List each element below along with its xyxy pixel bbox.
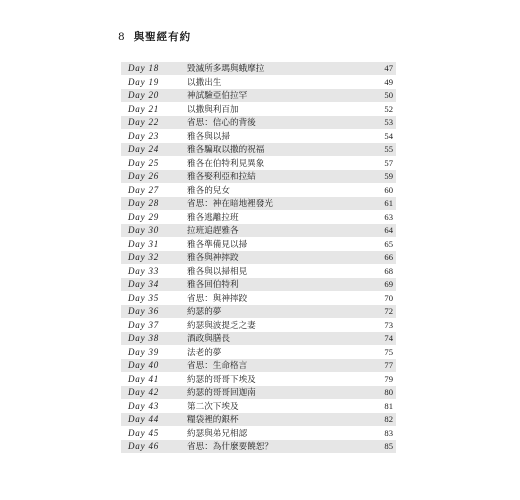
toc-entry-title: 省思：神在暗地裡發光: [187, 199, 273, 210]
toc-entry: [121, 224, 396, 238]
toc-entry: [121, 413, 396, 427]
toc-entry-day: Day 19: [128, 76, 160, 87]
toc-entry-page: 70: [384, 292, 393, 303]
toc-entry-page: 75: [384, 346, 393, 357]
toc-entry: [121, 197, 396, 211]
toc-entry: [121, 89, 396, 103]
toc-entry-page: 53: [384, 117, 393, 128]
toc-entry: [121, 170, 396, 184]
toc-entry-day: Day 44: [128, 414, 160, 425]
toc-entry-page: 52: [384, 103, 393, 114]
toc-entry-day: Day 28: [128, 198, 160, 209]
toc-entry-page: 64: [384, 225, 393, 236]
toc-entry-day: Day 18: [128, 63, 160, 74]
toc-entry-page: 63: [384, 211, 393, 222]
toc-entry: [121, 238, 396, 252]
toc-entry-title: 約瑟的哥哥下埃及: [187, 374, 256, 385]
toc-entry-day: Day 31: [128, 238, 160, 249]
toc-entry-page: 69: [384, 279, 393, 290]
toc-entry-day: Day 42: [128, 387, 160, 398]
table-of-contents: [121, 62, 396, 454]
toc-entry-title: 雅各與神摔跤: [187, 253, 239, 264]
toc-entry-day: Day 22: [128, 117, 160, 128]
toc-entry-page: 83: [384, 427, 393, 438]
toc-entry-title: 雅各騙取以撒的祝福: [187, 145, 265, 156]
toc-entry-day: Day 41: [128, 373, 160, 384]
toc-entry-title: 法老的夢: [187, 347, 222, 358]
toc-entry-page: 47: [384, 63, 393, 74]
toc-entry-title: 省思：生命格言: [187, 361, 248, 372]
toc-entry: [121, 211, 396, 225]
toc-entry: [121, 265, 396, 279]
toc-entry: [121, 305, 396, 319]
toc-entry-day: Day 37: [128, 319, 160, 330]
toc-entry-day: Day 46: [128, 441, 160, 452]
toc-entry-day: Day 20: [128, 90, 160, 101]
toc-entry-page: 55: [384, 144, 393, 155]
toc-entry-title: 雅各逃離拉班: [187, 212, 239, 223]
book-title: 與聖經有約: [133, 31, 192, 43]
toc-entry: [121, 130, 396, 144]
toc-entry: [121, 427, 396, 441]
toc-entry: [121, 319, 396, 333]
toc-entry-day: Day 45: [128, 427, 160, 438]
toc-entry-title: 省思：為什麼要饒恕？: [187, 442, 273, 453]
toc-entry-day: Day 27: [128, 184, 160, 195]
toc-entry-title: 神試驗亞伯拉罕: [187, 91, 248, 102]
toc-entry-title: 雅各與以掃相見: [187, 266, 248, 277]
toc-entry-title: 酒政與膳長: [187, 334, 230, 345]
toc-entry-day: Day 36: [128, 306, 160, 317]
toc-entry-day: Day 26: [128, 171, 160, 182]
toc-entry: [121, 251, 396, 265]
toc-entry-title: 雅各準備見以掃: [187, 239, 248, 250]
toc-entry-page: 79: [384, 373, 393, 384]
toc-entry: [121, 373, 396, 387]
toc-entry-day: Day 23: [128, 130, 160, 141]
toc-entry: [121, 143, 396, 157]
toc-entry-page: 59: [384, 171, 393, 182]
toc-entry: [121, 440, 396, 454]
toc-entry-page: 65: [384, 238, 393, 249]
toc-entry-page: 68: [384, 265, 393, 276]
toc-entry-title: 省思：與神摔跤: [187, 293, 248, 304]
toc-entry-page: 61: [384, 198, 393, 209]
toc-entry-day: Day 40: [128, 360, 160, 371]
toc-entry-title: 以撒出生: [187, 77, 222, 88]
toc-entry: [121, 157, 396, 171]
toc-entry-day: Day 33: [128, 265, 160, 276]
toc-entry-page: 85: [384, 441, 393, 452]
toc-entry-title: 糧袋裡的銀杯: [187, 415, 239, 426]
toc-entry-page: 72: [384, 306, 393, 317]
toc-entry-title: 雅各的兒女: [187, 185, 230, 196]
toc-entry-page: 73: [384, 319, 393, 330]
toc-entry-title: 第二次下埃及: [187, 401, 239, 412]
toc-entry: [121, 103, 396, 117]
toc-entry-title: 雅各娶利亞和拉結: [187, 172, 256, 183]
toc-entry: [121, 278, 396, 292]
running-header: [118, 29, 191, 44]
page-number: 8: [118, 31, 126, 43]
toc-entry-title: 拉班追趕雅各: [187, 226, 239, 237]
toc-entry-page: 54: [384, 130, 393, 141]
toc-entry-title: 約瑟與弟兄相認: [187, 428, 248, 439]
toc-entry-title: 雅各在伯特利見異象: [187, 158, 265, 169]
toc-entry-title: 雅各回伯特利: [187, 280, 239, 291]
toc-entry: [121, 116, 396, 130]
toc-entry: [121, 359, 396, 373]
toc-entry: [121, 62, 396, 76]
toc-entry: [121, 332, 396, 346]
toc-entry-day: Day 34: [128, 279, 160, 290]
toc-entry-page: 50: [384, 90, 393, 101]
toc-entry-page: 66: [384, 252, 393, 263]
toc-entry-title: 以撒與利百加: [187, 104, 239, 115]
toc-entry-page: 82: [384, 414, 393, 425]
toc-entry: [121, 76, 396, 90]
toc-entry-title: 雅各與以掃: [187, 131, 230, 142]
toc-entry-day: Day 29: [128, 211, 160, 222]
toc-entry-page: 60: [384, 184, 393, 195]
toc-entry-title: 約瑟與波提乏之妻: [187, 320, 256, 331]
toc-entry-day: Day 30: [128, 225, 160, 236]
toc-entry-title: 省思：信心的背後: [187, 118, 256, 129]
toc-entry-page: 77: [384, 360, 393, 371]
toc-entry-page: 49: [384, 76, 393, 87]
toc-entry: [121, 386, 396, 400]
toc-entry-day: Day 25: [128, 157, 160, 168]
toc-entry-page: 74: [384, 333, 393, 344]
toc-entry-day: Day 35: [128, 292, 160, 303]
toc-entry-title: 約瑟的夢: [187, 307, 222, 318]
toc-entry-day: Day 21: [128, 103, 160, 114]
toc-entry-day: Day 43: [128, 400, 160, 411]
toc-entry-page: 57: [384, 157, 393, 168]
toc-entry-page: 80: [384, 387, 393, 398]
toc-entry-day: Day 39: [128, 346, 160, 357]
toc-entry-title: 約瑟的哥哥回迦南: [187, 388, 256, 399]
toc-entry: [121, 346, 396, 360]
toc-entry-day: Day 24: [128, 144, 160, 155]
toc-entry: [121, 184, 396, 198]
toc-entry-day: Day 38: [128, 333, 160, 344]
toc-entry-page: 81: [384, 400, 393, 411]
toc-entry: [121, 400, 396, 414]
toc-entry-title: 毀滅所多瑪與蛾摩拉: [187, 64, 265, 75]
toc-entry: [121, 292, 396, 306]
toc-entry-day: Day 32: [128, 252, 160, 263]
